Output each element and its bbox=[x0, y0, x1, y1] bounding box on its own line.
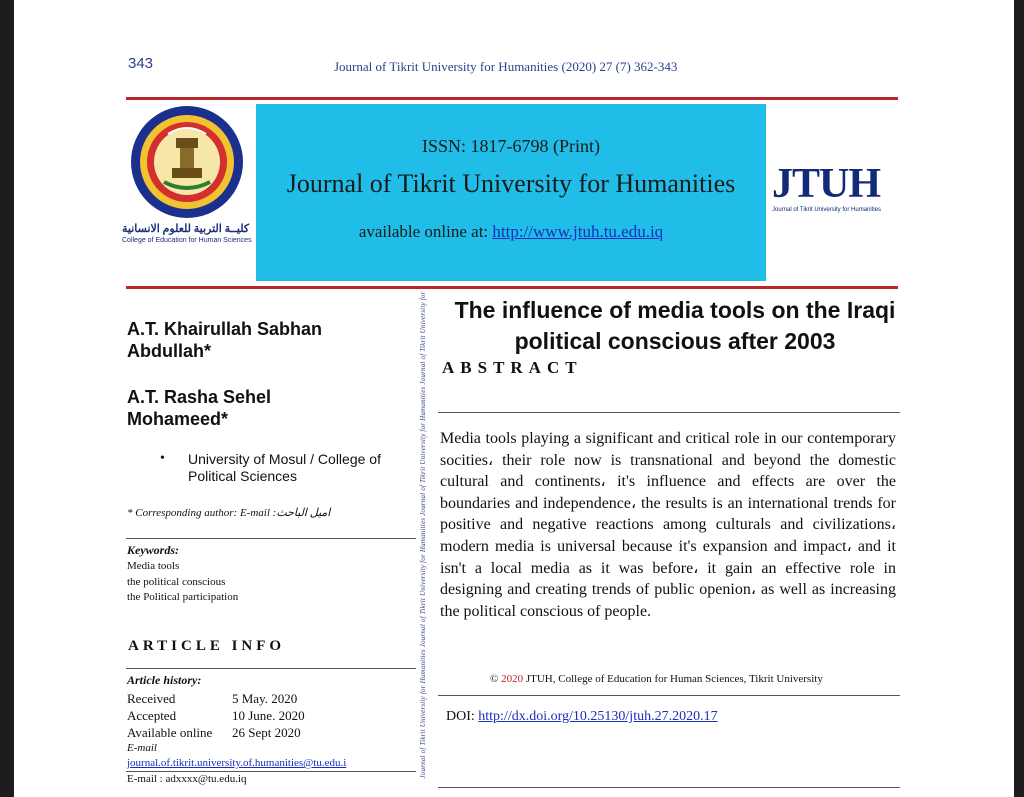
vertical-journal-watermark bbox=[416, 291, 430, 779]
abstract-text: Media tools playing a significant and critical role in our contemporary socities، their role now is transnational and beyond the domestic cultural and continents، it's influence and effects are over the boundaries and independence، the results is an international trends for positive and negative reactions among culturals and civilizations، modern media is universal because it's expansion and impact، and it isn't a local media as it was before، it gain an effective role in designing and creating trends of public openion، as well as increasing the political conscious of people. bbox=[440, 430, 896, 620]
doi-prefix: DOI: bbox=[446, 709, 479, 724]
history-value: 5 May. 2020 bbox=[232, 691, 298, 706]
article-info-rule bbox=[126, 668, 416, 669]
doi-line bbox=[446, 709, 718, 725]
journal-banner bbox=[256, 104, 766, 281]
copyright-line bbox=[490, 673, 823, 685]
author-1 bbox=[127, 318, 322, 362]
email-label: E-mail bbox=[127, 742, 157, 754]
keyword-item: the political conscious bbox=[127, 576, 226, 588]
abstract-rule bbox=[438, 412, 900, 413]
copyright-symbol: © bbox=[490, 673, 502, 685]
history-value: 26 Sept 2020 bbox=[232, 725, 301, 740]
keyword-item: the Political participation bbox=[127, 591, 239, 603]
running-head: Journal of Tikrit University for Humanities (2020) 27 (7) 362-343 bbox=[334, 59, 678, 74]
author-1-line1: A.T. Khairullah Sabhan bbox=[127, 319, 323, 339]
jtuh-badge: JTUH bbox=[772, 161, 881, 207]
screen-frame-left bbox=[0, 0, 14, 797]
college-seal-logo bbox=[128, 104, 246, 220]
doi-rule bbox=[438, 695, 900, 696]
footer-rule bbox=[438, 787, 900, 788]
paper-page bbox=[14, 0, 1014, 797]
affiliation: University of Mosul / College of Political Sciences bbox=[188, 451, 381, 484]
header-rule-bottom bbox=[126, 286, 898, 289]
doi-link[interactable]: http://dx.doi.org/10.25130/jtuh.27.2020.17 bbox=[478, 709, 718, 724]
keywords-label: Keywords: bbox=[127, 543, 179, 557]
author-2-line1: A.T. Rasha Sehel bbox=[127, 387, 272, 407]
journal-title: Journal of Tikrit University for Humanities bbox=[286, 169, 736, 198]
author-2-line2: Mohameed* bbox=[127, 409, 229, 429]
issn: ISSN: 1817-6798 (Print) bbox=[421, 136, 600, 156]
online-prefix: available online at: bbox=[358, 222, 493, 241]
copyright-year: 2020 bbox=[501, 673, 524, 685]
email-rule bbox=[126, 771, 416, 772]
online-availability bbox=[256, 222, 766, 242]
journal-email-link[interactable]: journal.of.tikrit.university.of.humanities@tu.edu.i bbox=[127, 757, 347, 769]
history-key: Accepted bbox=[127, 708, 177, 723]
logo-arabic-caption: كليــة التربية للعلوم الانسانية bbox=[122, 223, 250, 235]
vertical-journal-text: Journal of Tikrit University for Humanities Journal of Tikrit University for Humanities Journal of Tikrit University for Humanities Journal of Tikrit University for bbox=[419, 291, 427, 779]
affiliation-bullet: • bbox=[160, 451, 165, 466]
author-2 bbox=[127, 386, 271, 430]
copyright-holder: JTUH, College of Education for Human Sciences, Tikrit University bbox=[523, 673, 823, 685]
history-received bbox=[127, 691, 297, 706]
history-key: Available online bbox=[127, 725, 213, 740]
history-available-online bbox=[127, 725, 301, 740]
header-rule-top bbox=[126, 97, 898, 100]
history-key: Received bbox=[127, 691, 176, 706]
paper-title: The influence of media tools on the Iraqi political conscious after 2003 bbox=[454, 297, 896, 354]
screen-frame-right bbox=[1014, 0, 1024, 797]
history-accepted bbox=[127, 708, 305, 723]
jtuh-badge-subtitle: Journal of Tikrit University for Humanities bbox=[772, 207, 882, 213]
keyword-item: Media tools bbox=[127, 560, 180, 572]
corresponding-author: * Corresponding author: E-mail :اميل الباحث bbox=[127, 507, 331, 519]
journal-website-link[interactable]: http://www.jtuh.tu.edu.iq bbox=[492, 222, 664, 241]
author-email: E-mail : adxxxx@tu.edu.iq bbox=[127, 773, 247, 785]
author-1-line2: Abdullah* bbox=[127, 341, 211, 361]
logo-english-caption: College of Education for Human Sciences bbox=[122, 237, 252, 244]
abstract-heading: ABSTRACT bbox=[442, 358, 583, 377]
article-info-heading: ARTICLE INFO bbox=[128, 638, 286, 654]
page-number: 343 bbox=[128, 55, 154, 72]
article-history-label: Article history: bbox=[127, 673, 202, 687]
history-value: 10 June. 2020 bbox=[232, 708, 305, 723]
keywords-rule bbox=[126, 538, 416, 539]
